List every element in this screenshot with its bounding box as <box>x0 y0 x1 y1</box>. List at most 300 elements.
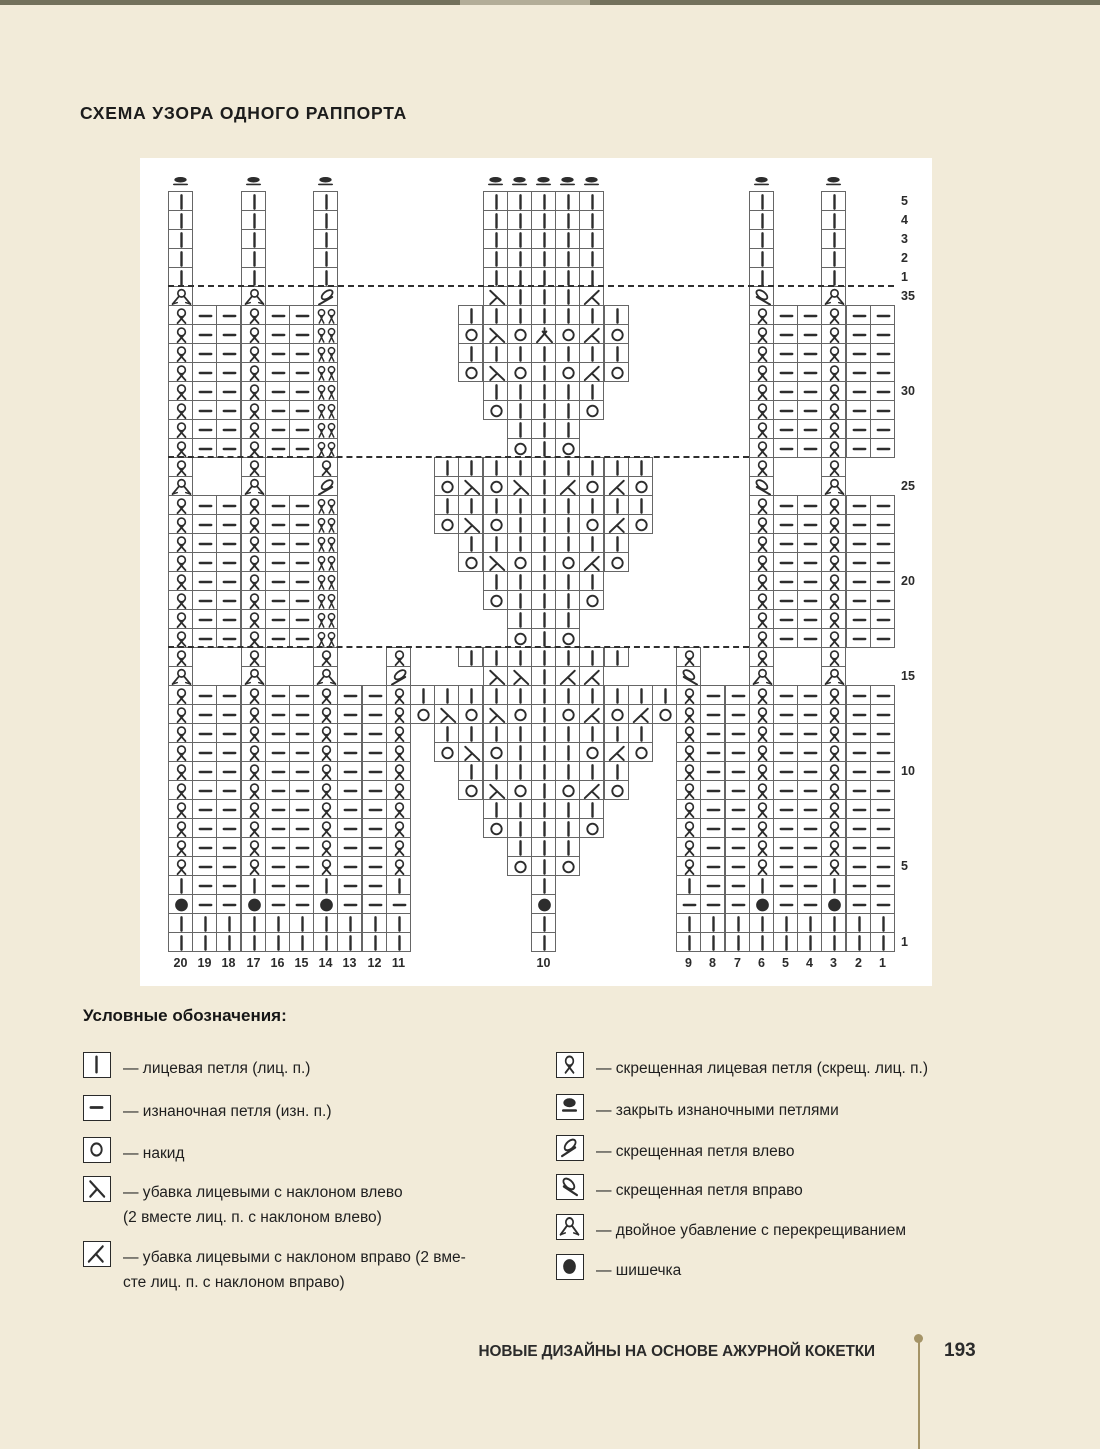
chart-stitch-label: 10 <box>536 956 551 970</box>
chart-cell-knit <box>483 571 508 591</box>
chart-cell-knit <box>555 799 580 819</box>
chart-cell-purl <box>846 343 871 363</box>
chart-cell-purl <box>846 381 871 401</box>
chart-cell-yarn-over <box>458 362 483 382</box>
chart-cell-purl <box>192 438 217 458</box>
chart-cell-purl <box>846 856 871 876</box>
chart-cell-crossed-knit <box>821 628 846 648</box>
chart-cell-crossed-knit <box>676 856 701 876</box>
legend-symbol-bobble-icon <box>556 1254 584 1280</box>
chart-row-label: 5 <box>901 193 908 208</box>
chart-cell-crossed-knit <box>676 780 701 800</box>
chart-cell-knit <box>313 267 338 287</box>
chart-cell-dec-left <box>458 476 483 496</box>
chart-cell-knit <box>531 248 556 268</box>
chart-cell-knit <box>241 248 266 268</box>
legend-item-text: — скрещенная петля влево <box>596 1143 795 1160</box>
chart-cell-crossed-knit <box>386 761 411 781</box>
chart-cell-crossed-knit <box>821 761 846 781</box>
chart-cell-knit <box>555 571 580 591</box>
chart-cell-purl <box>289 438 314 458</box>
chart-cell-purl <box>192 799 217 819</box>
chart-cell-knit <box>555 305 580 325</box>
chart-cell-knit <box>604 343 629 363</box>
chart-cell-purl <box>870 438 895 458</box>
chart-cell-purl <box>700 761 725 781</box>
chart-cell-crossed-knit <box>749 343 774 363</box>
chart-cell-knit <box>410 685 435 705</box>
chart-cell-bobble <box>313 894 338 914</box>
chart-cell-knit <box>483 381 508 401</box>
chart-cell-crossed-knit <box>168 799 193 819</box>
chart-cell-purl <box>386 894 411 914</box>
chart-cell-purl <box>216 400 241 420</box>
chart-cell-knit <box>531 533 556 553</box>
chart-cell-knit <box>507 305 532 325</box>
legend-symbol-purl-icon <box>83 1095 111 1121</box>
chart-cell-purl <box>362 875 387 895</box>
chart-cell-knit <box>579 533 604 553</box>
chart-cell-double-dec-crossed <box>241 666 266 686</box>
chart-cell-knit <box>797 932 822 952</box>
chart-cell-crossed-knit <box>386 742 411 762</box>
chart-cell-purl <box>870 362 895 382</box>
chart-cell-purl <box>725 875 750 895</box>
chart-cell-dec-left <box>483 286 508 306</box>
chart-cell-knit <box>555 514 580 534</box>
chart-cell-purl <box>846 438 871 458</box>
chart-cell-purl <box>870 723 895 743</box>
chart-cell-crossed-knit <box>749 590 774 610</box>
chart-cell-knit <box>531 229 556 249</box>
chart-cell-knit <box>531 685 556 705</box>
chart-cell-yarn-over <box>604 324 629 344</box>
chart-cell-crossed-knit <box>386 704 411 724</box>
chart-cell-crossed-knit <box>241 590 266 610</box>
footer-title: НОВЫЕ ДИЗАЙНЫ НА ОСНОВЕ АЖУРНОЙ КОКЕТКИ <box>478 1343 875 1360</box>
chart-cell-crossed-knit <box>821 609 846 629</box>
chart-stitch-label: 1 <box>879 956 886 970</box>
chart-cell-purl <box>192 761 217 781</box>
chart-stitch-label: 15 <box>294 956 309 970</box>
chart-cell-crossed-knit <box>676 685 701 705</box>
chart-cell-purl <box>216 723 241 743</box>
chart-cell-yarn-over <box>604 704 629 724</box>
chart-cell-purl <box>216 324 241 344</box>
chart-cell-double-dec-crossed <box>168 666 193 686</box>
chart-row-label: 5 <box>901 858 908 873</box>
chart-cell-knit <box>241 229 266 249</box>
chart-cell-purl <box>216 818 241 838</box>
chart-cell-crossed-knit <box>168 552 193 572</box>
chart-cell-crossed-knit <box>168 609 193 629</box>
chart-cell-purl <box>773 742 798 762</box>
chart-cell-purl <box>846 552 871 572</box>
chart-cell-knit <box>579 685 604 705</box>
chart-row-label: 1 <box>901 934 908 949</box>
chart-cell-knit <box>313 913 338 933</box>
chart-cell-knit <box>797 913 822 933</box>
chart-cell-yarn-over <box>555 628 580 648</box>
chart-cell-knit <box>168 191 193 211</box>
chart-cell-purl <box>797 628 822 648</box>
chart-cell-crossed-knit <box>168 818 193 838</box>
chart-cell-crossed-knit <box>749 324 774 344</box>
chart-cell-purl <box>337 742 362 762</box>
chart-cell-knit <box>531 780 556 800</box>
chart-cell-knit <box>458 495 483 515</box>
chart-cell-knit <box>507 191 532 211</box>
chart-cell-purl <box>797 875 822 895</box>
chart-cell-purl <box>797 381 822 401</box>
chart-cell-crossed-knit <box>241 381 266 401</box>
chart-cell-knit <box>458 457 483 477</box>
chart-cell-purl <box>192 742 217 762</box>
chart-cell-purl <box>192 894 217 914</box>
chart-cell-yarn-over <box>555 362 580 382</box>
chart-cell-crossed-knit <box>313 723 338 743</box>
chart-cell-purl <box>870 324 895 344</box>
chart-cell-purl <box>773 571 798 591</box>
chart-cell-two-crossed-knit <box>313 400 338 420</box>
chart-cell-crossed-knit <box>749 305 774 325</box>
chart-cell-crossed-knit <box>313 780 338 800</box>
chart-cell-purl <box>725 818 750 838</box>
chart-cell-knit <box>700 932 725 952</box>
legend-item-text: — убавка лицевыми с наклоном влево (2 вместе лиц. п. с наклоном влево) <box>123 1184 403 1226</box>
chart-cell-double-dec-crossed <box>241 286 266 306</box>
chart-cell-knit <box>483 343 508 363</box>
chart-cell-knit <box>579 343 604 363</box>
chart-cell-two-crossed-knit <box>313 628 338 648</box>
chart-cell-knit <box>555 286 580 306</box>
chart-cell-knit <box>579 305 604 325</box>
legend-symbol-double-dec-crossed-icon <box>556 1214 584 1240</box>
chart-cell-purl <box>192 590 217 610</box>
chart-cell-purl <box>846 837 871 857</box>
chart-stitch-label: 19 <box>197 956 212 970</box>
chart-cell-purl <box>265 381 290 401</box>
chart-cell-knit <box>531 476 556 496</box>
chart-cell-knit <box>628 723 653 743</box>
chart-cell-double-dec-crossed <box>821 476 846 496</box>
chart-cell-knit <box>386 875 411 895</box>
chart-cell-knit <box>458 723 483 743</box>
chart-cell-yarn-over <box>555 552 580 572</box>
chart-cell-crossed-knit <box>821 837 846 857</box>
chart-cell-knit <box>579 647 604 667</box>
legend-symbol-yarn-over-icon <box>83 1137 111 1163</box>
chart-cell-purl <box>797 780 822 800</box>
chart-cell-knit <box>870 913 895 933</box>
chart-cell-crossed-knit <box>313 704 338 724</box>
chart-cell-crossed-knit <box>749 761 774 781</box>
chart-cell-two-crossed-knit <box>313 419 338 439</box>
chart-cell-purl <box>362 723 387 743</box>
chart-stitch-label: 11 <box>391 956 406 970</box>
chart-row-label: 30 <box>901 383 915 398</box>
chart-cell-crossed-knit <box>168 457 193 477</box>
chart-cell-crossed-knit <box>749 723 774 743</box>
chart-cell-knit <box>579 381 604 401</box>
chart-cell-dec-left <box>458 742 483 762</box>
chart-cell-purl <box>362 894 387 914</box>
chart-cell-crossed-knit <box>821 571 846 591</box>
chart-cell-purl <box>337 837 362 857</box>
chart-cell-dec-left <box>507 666 532 686</box>
chart-cell-purl <box>289 704 314 724</box>
chart-cell-knit <box>507 495 532 515</box>
chart-cell-purl <box>773 761 798 781</box>
chart-cell-dec-left <box>483 666 508 686</box>
chart-cell-knit <box>555 419 580 439</box>
chart-cell-purl <box>192 305 217 325</box>
chart-cell-crossed-knit <box>821 552 846 572</box>
chart-cell-purl <box>797 742 822 762</box>
chart-cell-crossed-knit <box>821 742 846 762</box>
chart-cell-knit <box>531 571 556 591</box>
chart-cell-knit <box>507 723 532 743</box>
chart-cell-crossed-knit <box>241 514 266 534</box>
chart-cell-knit <box>555 761 580 781</box>
chart-cell-purl <box>700 799 725 819</box>
chart-cell-crossed-knit <box>241 571 266 591</box>
chart-cell-two-crossed-knit <box>313 305 338 325</box>
chart-cell-knit <box>507 647 532 667</box>
chart-cell-purl <box>870 799 895 819</box>
chart-cell-crossed-knit <box>821 514 846 534</box>
chart-cell-crossed-knit <box>168 685 193 705</box>
chart-cell-purl <box>192 552 217 572</box>
chart-cell-purl <box>700 875 725 895</box>
chart-cell-purl <box>265 875 290 895</box>
chart-cell-knit <box>507 590 532 610</box>
chart-cell-knit <box>531 495 556 515</box>
chart-cell-knit <box>531 400 556 420</box>
chart-cell-knit <box>507 248 532 268</box>
chart-cell-crossed-loop-right <box>749 286 774 306</box>
chart-cell-knit <box>555 742 580 762</box>
chart-cell-purl <box>216 419 241 439</box>
chart-cell-two-crossed-knit <box>313 571 338 591</box>
chart-cell-knit <box>579 191 604 211</box>
chart-cell-purl <box>700 894 725 914</box>
chart-cell-knit <box>628 685 653 705</box>
chart-cell-knit <box>579 457 604 477</box>
footer-accent-line <box>918 1342 920 1449</box>
chart-cell-knit <box>507 609 532 629</box>
chart-cell-knit <box>555 647 580 667</box>
chart-cell-purl <box>289 685 314 705</box>
chart-cell-crossed-knit <box>821 723 846 743</box>
chart-stitch-label: 20 <box>173 956 188 970</box>
chart-cell-purl <box>725 780 750 800</box>
chart-cell-purl <box>289 875 314 895</box>
chart-cell-crossed-knit <box>168 343 193 363</box>
chart-cell-knit <box>168 932 193 952</box>
chart-cell-yarn-over <box>410 704 435 724</box>
chart-cell-yarn-over <box>628 514 653 534</box>
chart-cell-purl <box>870 609 895 629</box>
chart-cell-yarn-over <box>434 742 459 762</box>
chart-cell-yarn-over <box>483 590 508 610</box>
chart-cell-center-double-dec <box>531 324 556 344</box>
chart-cell-purl <box>870 305 895 325</box>
chart-cell-knit <box>531 628 556 648</box>
chart-cell-crossed-loop-left <box>313 476 338 496</box>
chart-cell-knit <box>192 932 217 952</box>
chart-cell-crossed-knit <box>241 856 266 876</box>
chart-cell-dec-left <box>434 704 459 724</box>
chart-cell-purl <box>797 438 822 458</box>
chart-cell-purl <box>700 780 725 800</box>
chart-cell-crossed-knit <box>241 457 266 477</box>
chart-cell-two-crossed-knit <box>313 609 338 629</box>
chart-cell-purl <box>265 514 290 534</box>
chart-cell-purl <box>846 305 871 325</box>
chart-cell-crossed-loop-right <box>676 666 701 686</box>
chart-cell-crossed-knit <box>168 647 193 667</box>
chart-cell-crossed-knit <box>313 742 338 762</box>
chart-stitch-label: 13 <box>342 956 357 970</box>
chart-cell-purl <box>216 837 241 857</box>
chart-cell-knit <box>531 305 556 325</box>
chart-cell-purl <box>265 362 290 382</box>
chart-cell-purl <box>700 837 725 857</box>
chart-cell-purl <box>700 856 725 876</box>
chart-cell-purl <box>846 495 871 515</box>
chart-stitch-label: 5 <box>782 956 789 970</box>
chart-cell-crossed-knit <box>241 324 266 344</box>
chart-cell-knit <box>531 856 556 876</box>
chart-cell-purl <box>216 894 241 914</box>
chart-cell-yarn-over <box>555 324 580 344</box>
chart-cell-purl <box>773 514 798 534</box>
chart-cell-purl <box>773 894 798 914</box>
chart-cell-knit <box>725 913 750 933</box>
chart-cell-knit <box>846 913 871 933</box>
chart-cell-knit <box>749 932 774 952</box>
chart-cell-purl <box>725 685 750 705</box>
chart-cell-yarn-over <box>579 400 604 420</box>
legend-item-text: — двойное убавление с перекрещиванием <box>596 1222 906 1239</box>
chart-cell-crossed-knit <box>749 419 774 439</box>
chart-cell-crossed-knit <box>749 837 774 857</box>
chart-cell-yarn-over <box>555 704 580 724</box>
chart-cell-purl <box>676 894 701 914</box>
chart-cell-purl <box>362 742 387 762</box>
chart-cell-purl <box>216 533 241 553</box>
chart-cell-purl <box>846 685 871 705</box>
chart-cell-crossed-knit <box>168 590 193 610</box>
chart-cell-knit <box>821 210 846 230</box>
chart-dashed-separator <box>168 456 749 458</box>
chart-cell-two-crossed-knit <box>313 381 338 401</box>
chart-cell-knit <box>555 191 580 211</box>
chart-cell-crossed-knit <box>168 324 193 344</box>
chart-cell-knit <box>313 229 338 249</box>
chart-cell-purl <box>337 723 362 743</box>
chart-cell-purl <box>289 343 314 363</box>
chart-cell-dec-left <box>458 514 483 534</box>
chart-cell-dec-left <box>483 362 508 382</box>
chart-cell-crossed-knit <box>821 685 846 705</box>
chart-cell-bobble <box>241 894 266 914</box>
chart-cell-crossed-knit <box>749 856 774 876</box>
chart-cell-crossed-knit <box>676 723 701 743</box>
chart-cell-knit <box>531 590 556 610</box>
chart-cell-crossed-knit <box>168 837 193 857</box>
chart-cell-crossed-knit <box>676 761 701 781</box>
chart-cell-crossed-knit <box>241 799 266 819</box>
chart-cell-crossed-knit <box>749 780 774 800</box>
chart-cell-knit <box>507 818 532 838</box>
chart-cell-knit <box>555 210 580 230</box>
chart-cell-purl <box>870 780 895 800</box>
chart-cell-purl <box>289 400 314 420</box>
chart-cell-knit <box>846 932 871 952</box>
chart-cell-purl <box>725 704 750 724</box>
chart-cell-yarn-over <box>483 476 508 496</box>
chart-cell-knit <box>507 343 532 363</box>
chart-cell-purl <box>846 400 871 420</box>
chart-cell-dec-right <box>579 780 604 800</box>
chart-cell-crossed-loop-left <box>313 286 338 306</box>
chart-stitch-label: 4 <box>806 956 813 970</box>
chart-cell-purl <box>362 799 387 819</box>
chart-cell-purl <box>192 723 217 743</box>
chart-cell-dec-left <box>483 780 508 800</box>
chart-row-label: 10 <box>901 763 915 778</box>
chart-cell-purl <box>289 552 314 572</box>
chart-cell-crossed-knit <box>749 457 774 477</box>
chart-cell-knit <box>507 837 532 857</box>
chart-cell-yarn-over <box>555 780 580 800</box>
chart-cell-knit <box>579 571 604 591</box>
chart-cell-knit <box>434 457 459 477</box>
chart-cell-two-crossed-knit <box>313 514 338 534</box>
chart-stitch-label: 8 <box>709 956 716 970</box>
chart-cell-crossed-knit <box>168 742 193 762</box>
chart-cell-knit <box>749 210 774 230</box>
chart-cell-yarn-over <box>579 514 604 534</box>
chart-cell-purl <box>797 495 822 515</box>
chart-cell-purl <box>337 761 362 781</box>
chart-cell-crossed-knit <box>241 400 266 420</box>
chart-cell-purl <box>265 761 290 781</box>
chart-cell-knit <box>555 533 580 553</box>
chart-cell-purl <box>773 704 798 724</box>
chart-cell-purl <box>870 837 895 857</box>
chart-cell-knit <box>821 248 846 268</box>
legend-item-text: — убавка лицевыми с наклоном вправо (2 вме- сте лиц. п. с наклоном вправо) <box>123 1249 466 1291</box>
chart-cell-crossed-knit <box>386 780 411 800</box>
chart-cell-purl <box>265 837 290 857</box>
chart-cell-crossed-knit <box>749 609 774 629</box>
chart-cell-crossed-knit <box>241 343 266 363</box>
chart-cell-purl <box>773 875 798 895</box>
chart-cell-knit <box>483 647 508 667</box>
chart-cell-purl <box>265 419 290 439</box>
chart-cell-purl <box>289 799 314 819</box>
legend-symbol-crossed-loop-right-icon <box>556 1174 584 1200</box>
chart-cell-crossed-loop-right <box>749 476 774 496</box>
chart-row-label: 4 <box>901 212 908 227</box>
chart-cell-knit <box>483 305 508 325</box>
chart-cell-knit <box>483 761 508 781</box>
chart-cell-double-dec-crossed <box>241 476 266 496</box>
chart-cell-knit <box>362 932 387 952</box>
